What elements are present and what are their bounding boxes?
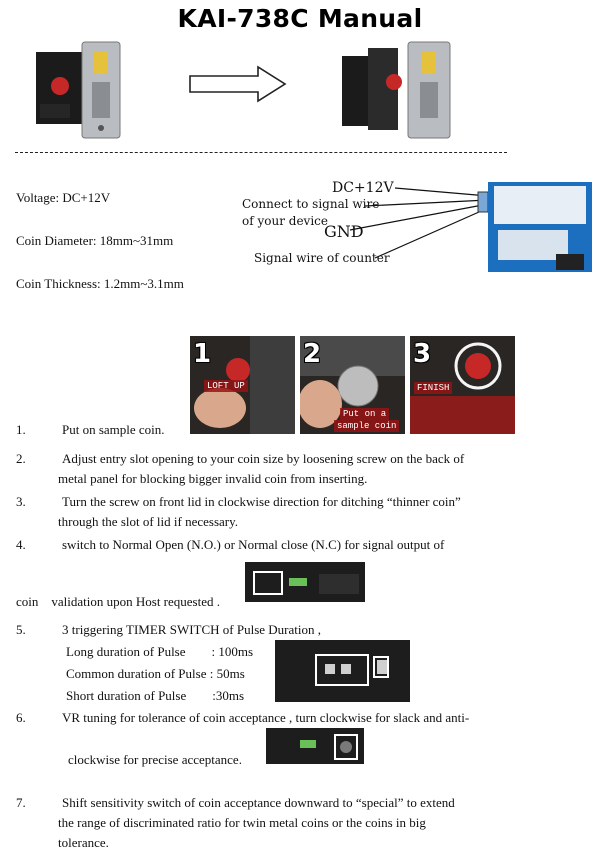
step-photo-1-caption: LOFT UP [204,380,248,392]
vr-tuning-photo [266,728,364,764]
wiring-label-dc12v: DC+12V [332,180,394,196]
step-4-text-line2: coin validation upon Host requested . [16,594,220,609]
step-3-text-line2: through the slot of lid if necessary. [58,514,239,529]
wiring-diagram [240,180,595,280]
timer-switch-photo [275,640,410,702]
pulse-short: Short duration of Pulse :30ms [66,688,245,703]
step-5-number: 5. [16,622,26,637]
step-7-number: 7. [16,795,26,810]
wiring-label-signal-line2: of your device [242,214,328,228]
step-3-text-line1: Turn the screw on front lid in clockwise direction for ditching “thinner coin” [62,494,461,509]
wiring-label-signal-line1: Connect to signal wire [242,197,380,211]
step-3-number: 3. [16,494,26,509]
page-title: KAI-738C Manual [177,4,423,33]
step-7-text-line2: the range of discriminated ratio for twin metal coins or the coins in big [58,815,426,830]
step-photo-3-caption: FINISH [414,382,452,394]
step-6-number: 6. [16,710,26,725]
step-1-number: 1. [16,422,26,437]
step-6-text-line2: clockwise for precise acceptance. [68,752,242,767]
spec-coin-thickness: Coin Thickness: 1.2mm~3.1mm [16,276,184,291]
timer-switch-highlight-small [373,656,389,678]
step-7-text-line1: Shift sensitivity switch of coin acceptance downward to “special” to extend [62,795,455,810]
pulse-long: Long duration of Pulse : 100ms [66,644,254,659]
step-2-text-line2: metal panel for blocking bigger invalid coin from inserting. [58,471,368,486]
wiring-label-counter: Signal wire of counter [254,251,390,265]
step-1-text: Put on sample coin. [62,422,165,437]
spec-coin-diameter: Coin Diameter: 18mm~31mm [16,233,174,248]
step-photo-1-number: 1 [193,339,212,369]
step-4-number: 4. [16,537,26,552]
arrow-right-icon [188,64,288,104]
coin-acceptor-photo-before [32,38,127,143]
step-photo-3-number: 3 [413,339,432,369]
step-5-text: 3 triggering TIMER SWITCH of Pulse Duration , [62,622,322,637]
step-4-text-line1: switch to Normal Open (N.O.) or Normal close (N.C) for signal output of [62,537,445,552]
step-photo-2-number: 2 [303,339,322,369]
step-2-text-line1: Adjust entry slot opening to your coin size by loosening screw on the back of [62,451,465,466]
spec-voltage: Voltage: DC+12V [16,190,111,205]
step-2-number: 2. [16,451,26,466]
vr-tuning-highlight [334,734,358,760]
coin-acceptor-photo-after [336,38,466,143]
no-nc-switch-photo [245,562,365,602]
pulse-common: Common duration of Pulse : 50ms [66,666,245,681]
step-photo-2-caption-line1: Put on a [340,408,389,420]
timer-switch-highlight [315,654,369,686]
no-nc-switch-highlight [253,571,283,595]
step-photo-2-caption-line2: sample coin [334,420,399,432]
step-6-text-line1: VR tuning for tolerance of coin acceptance , turn clockwise for slack and anti- [62,710,470,725]
step-7-text-line3: tolerance. [58,835,109,850]
dashed-divider [15,152,507,153]
wiring-label-gnd: GND [324,222,364,241]
